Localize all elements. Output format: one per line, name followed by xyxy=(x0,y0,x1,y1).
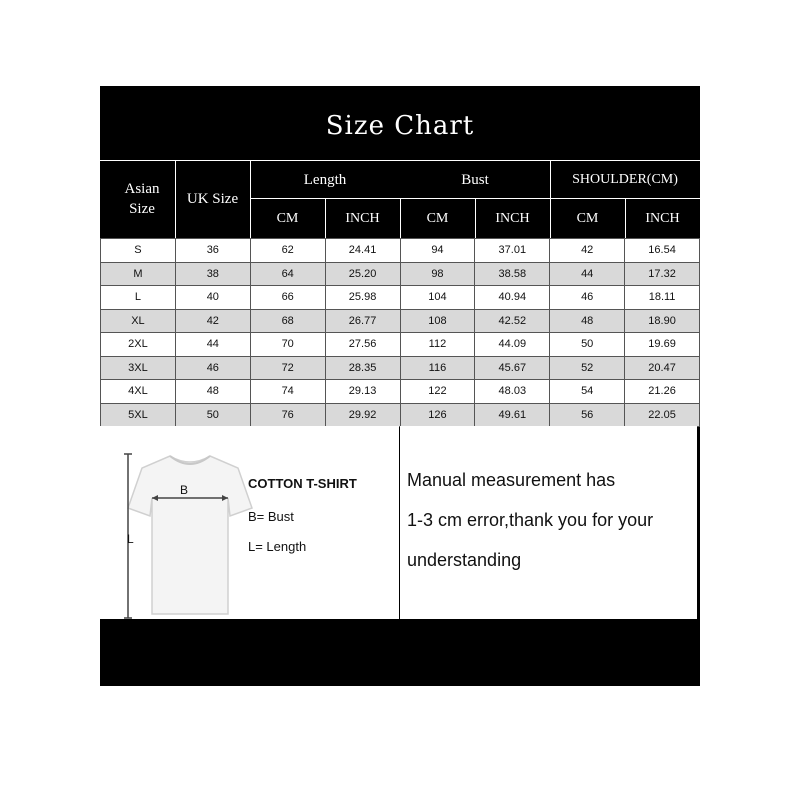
table-row xyxy=(101,333,700,357)
table-cell: 116 xyxy=(400,356,475,380)
notice-line-3: understanding xyxy=(407,550,522,570)
table-cell: 42.52 xyxy=(475,309,550,333)
table-row xyxy=(101,262,700,286)
table-cell: 27.56 xyxy=(325,333,400,357)
diagram-panel xyxy=(100,426,399,619)
length-marker: L xyxy=(127,532,134,546)
unit-header-length-inch: INCH xyxy=(345,210,380,226)
table-cell: 98 xyxy=(400,262,475,286)
table-cell: 68 xyxy=(250,309,325,333)
table-cell: 42 xyxy=(550,239,625,263)
table-cell: 40.94 xyxy=(475,286,550,310)
table-cell: 46 xyxy=(175,356,250,380)
table-cell: 62 xyxy=(250,239,325,263)
unit-header-length-cm: CM xyxy=(276,210,299,226)
bust-legend: B= Bust xyxy=(248,509,294,524)
table-cell: S xyxy=(101,239,176,263)
table-cell: 29.92 xyxy=(325,403,400,427)
table-cell: 16.54 xyxy=(625,239,700,263)
table-cell: 50 xyxy=(175,403,250,427)
table-cell: 44 xyxy=(550,262,625,286)
unit-header-shoulder-cm: CM xyxy=(576,210,599,226)
table-cell: 38 xyxy=(175,262,250,286)
table-cell: 66 xyxy=(250,286,325,310)
notice-line-2: 1-3 cm error,thank you for your xyxy=(407,510,654,530)
table-cell: 76 xyxy=(250,403,325,427)
table-cell: 44 xyxy=(175,333,250,357)
table-cell: 49.61 xyxy=(475,403,550,427)
table-cell: 5XL xyxy=(101,403,176,427)
table-cell: 64 xyxy=(250,262,325,286)
table-cell: 17.32 xyxy=(625,262,700,286)
table-cell: 48.03 xyxy=(475,380,550,404)
table-cell: 18.11 xyxy=(625,286,700,310)
table-cell: 36 xyxy=(175,239,250,263)
size-table xyxy=(100,238,700,427)
table-cell: 22.05 xyxy=(625,403,700,427)
column-header-bust: Bust xyxy=(461,171,489,188)
table-cell: 25.20 xyxy=(325,262,400,286)
unit-header-shoulder-inch: INCH xyxy=(645,210,680,226)
table-row xyxy=(101,309,700,333)
tshirt-icon xyxy=(128,456,252,614)
table-row xyxy=(101,380,700,404)
table-cell: 3XL xyxy=(101,356,176,380)
table-cell: 21.26 xyxy=(625,380,700,404)
table-cell: 20.47 xyxy=(625,356,700,380)
table-cell: 72 xyxy=(250,356,325,380)
table-cell: 74 xyxy=(250,380,325,404)
table-cell: 112 xyxy=(400,333,475,357)
table-cell: 28.35 xyxy=(325,356,400,380)
table-row xyxy=(101,403,700,427)
table-cell: 26.77 xyxy=(325,309,400,333)
column-header-length: Length xyxy=(303,171,347,188)
table-cell: 56 xyxy=(550,403,625,427)
table-cell: 94 xyxy=(400,239,475,263)
unit-header-bust-inch: INCH xyxy=(495,210,530,226)
table-cell: 46 xyxy=(550,286,625,310)
notice-line-1: Manual measurement has xyxy=(407,470,616,490)
table-cell: 4XL xyxy=(101,380,176,404)
table-cell: 122 xyxy=(400,380,475,404)
table-cell: 2XL xyxy=(101,333,176,357)
length-legend: L= Length xyxy=(248,539,307,554)
table-cell: 70 xyxy=(250,333,325,357)
table-cell: 108 xyxy=(400,309,475,333)
product-name: COTTON T-SHIRT xyxy=(248,476,357,491)
table-cell: 19.69 xyxy=(625,333,700,357)
table-cell: M xyxy=(101,262,176,286)
table-cell: 48 xyxy=(550,309,625,333)
table-cell: 126 xyxy=(400,403,475,427)
unit-header-bust-cm: CM xyxy=(426,210,449,226)
table-cell: 38.58 xyxy=(475,262,550,286)
table-row xyxy=(101,239,700,263)
table-cell: 29.13 xyxy=(325,380,400,404)
size-chart xyxy=(100,86,700,686)
column-header-asian-size: Asian Size xyxy=(124,181,160,217)
table-cell: XL xyxy=(101,309,176,333)
column-header-uk-size: UK Size xyxy=(186,190,239,207)
table-cell: 50 xyxy=(550,333,625,357)
table-cell: 37.01 xyxy=(475,239,550,263)
bust-marker: B xyxy=(180,483,189,497)
table-cell: 24.41 xyxy=(325,239,400,263)
chart-title: Size Chart xyxy=(325,111,475,141)
table-cell: 44.09 xyxy=(475,333,550,357)
table-cell: 48 xyxy=(175,380,250,404)
table-cell: 42 xyxy=(175,309,250,333)
table-row xyxy=(101,356,700,380)
table-row xyxy=(101,286,700,310)
table-cell: L xyxy=(101,286,176,310)
table-cell: 45.67 xyxy=(475,356,550,380)
table-cell: 52 xyxy=(550,356,625,380)
table-cell: 18.90 xyxy=(625,309,700,333)
table-cell: 25.98 xyxy=(325,286,400,310)
table-cell: 104 xyxy=(400,286,475,310)
table-cell: 40 xyxy=(175,286,250,310)
tshirt-illustration xyxy=(120,446,260,626)
column-header-shoulder: SHOULDER(CM) xyxy=(572,172,678,187)
table-cell: 54 xyxy=(550,380,625,404)
